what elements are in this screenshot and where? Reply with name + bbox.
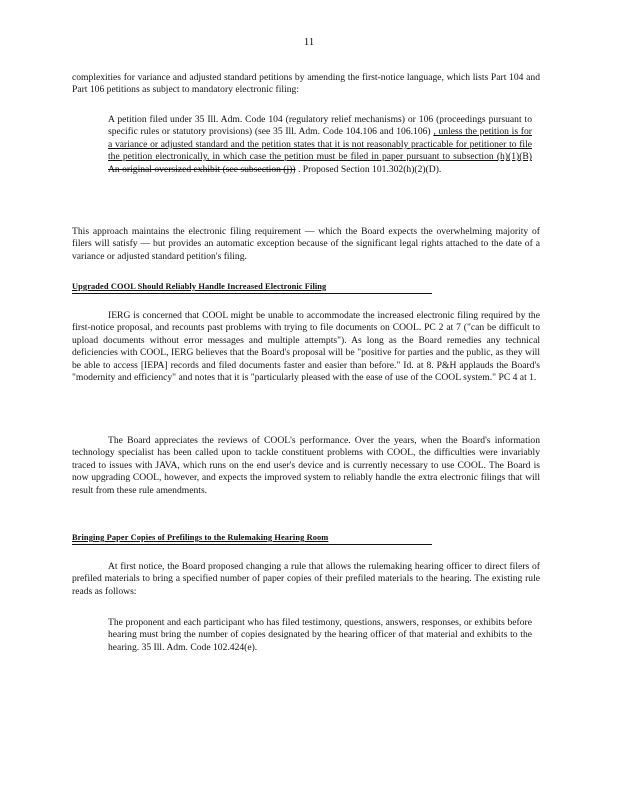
section-heading: Bringing Paper Copies of Prefilings to the Rulemaking Hearing Room	[72, 533, 329, 542]
heading-underline	[72, 293, 432, 294]
intro-paragraph: complexities for variance and adjusted standard petitions by amending the first-notice language, which lists Part 104 and Part 106 petitions as subject to mandatory electronic filing:	[72, 72, 540, 96]
quote-text: A petition filed under 35 Ill. Adm. Code 104 (regulatory relief mechanisms) or 106 (proceedings pursuant to specific rules or statutory provisions) (see 35 Ill. Adm. Code 104.106 and 106.106)	[108, 114, 532, 138]
paragraph-text: IERG is concerned that COOL might be unable to accommodate the increased electronic filing required by the first-notice proposal, and recounts past problems with trying to file documents on COOL. PC 2 at 7 ("can be difficult to upload documents without error messages and multiple attempts"). As long as the Board remedies any technical deficiencies with COOL, IERG believes that the Board's proposal will be "positive for parties and the public, as they will be able to access [IEPA] records and filed documents faster and easier than before." Id. at 8. P&H applauds the Board's "modernity and efficiency" and notes that it is "particularly pleased with the ease of use of the COOL system." PC 4 at 1.	[72, 310, 540, 384]
section-heading: Upgraded COOL Should Reliably Handle Increased Electronic Filing	[72, 282, 327, 291]
page-number: 11	[303, 36, 315, 48]
quoted-rule-block: The proponent and each participant who has filed testimony, questions, answers, responses, or exhibits before hearing must bring the number of copies designated by the hearing officer of that material and exhibits to the hearing. 35 Ill. Adm. Code 102.424(e).	[108, 617, 532, 653]
quote-citation: . Proposed Section 101.302(h)(2)(D).	[297, 163, 442, 175]
heading-underline	[72, 544, 432, 545]
struck-text: An original oversized exhibit (see subsection (j))	[108, 163, 296, 175]
paragraph-text: The Board appreciates the reviews of COOL's performance. Over the years, when the Board's information technology specialist has been called upon to tackle constituent problems with COOL, the difficulties were invariably traced to issues with JAVA, which runs on the end user's device and is currently necessary to use COOL. The Board is now upgrading COOL, however, and expects the improved system to reliably handle the extra electronic filings that will result from these rule amendments.	[72, 435, 540, 496]
body-paragraph	[72, 310, 540, 384]
body-paragraph	[72, 435, 540, 497]
body-paragraph: This approach maintains the electronic filing requirement — which the Board expects the overwhelming majority of filers will satisfy — but provides an automatic exception because of the significant legal rights attached to the date of a variance or adjusted standard petition's filing.	[72, 226, 540, 262]
body-paragraph	[72, 561, 540, 598]
quoted-rule-block	[108, 114, 532, 176]
inserted-text: , unless the petition is for a variance or adjusted standard and the petition states that it is not reasonably practicable for petitioner to file the petition electronically, in which case the petition must be filed in paper pursuant to subsection (h)(1)(B)	[108, 126, 532, 163]
paragraph-text: At first notice, the Board proposed changing a rule that allows the rulemaking hearing officer to direct filers of prefiled materials to bring a specified number of paper copies of their prefiled materials to the hearing. The existing rule reads as follows:	[72, 561, 540, 597]
